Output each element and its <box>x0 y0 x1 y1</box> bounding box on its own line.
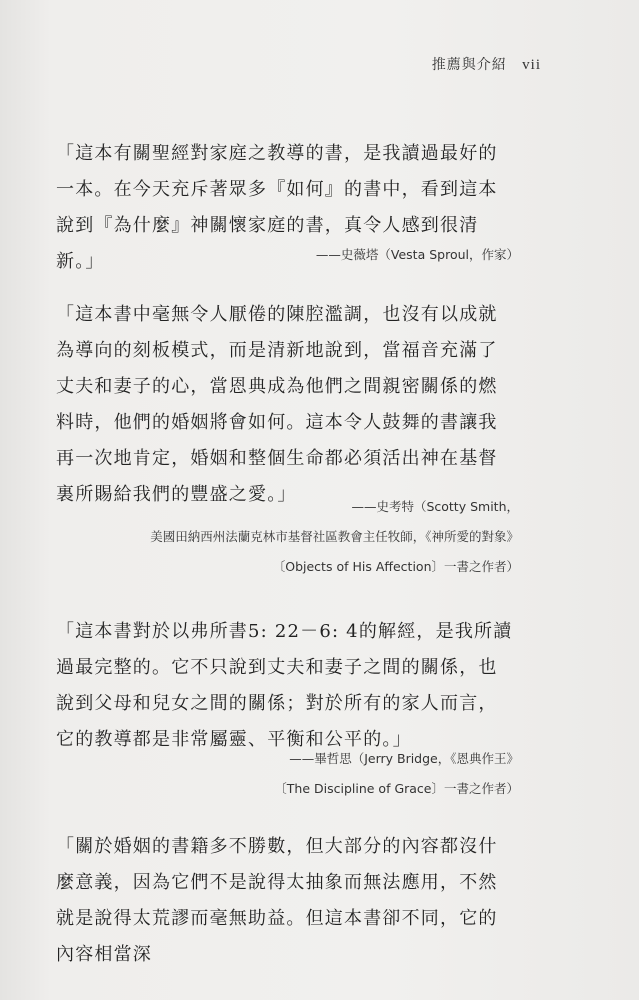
attribution-line: 〔The Discipline of Grace〕一書之作者） <box>274 781 519 796</box>
quote-text: 「這本書中毫無令人厭倦的陳腔濫調，也沒有以成就為導向的刻板模式，而是清新地說到，當福音充滿了丈夫和妻子的心，當恩典成為他們之間親密關係的燃料時，他們的婚姻將會如何。這本令人鼓舞的書讓我再一次地肯定，婚姻和整個生命都必須活出神在基督裏所賜給我們的豐盛之愛。」 <box>56 304 498 505</box>
attribution-line: ——史薇塔（Vesta Sproul，作家） <box>315 247 519 262</box>
quote-2-attribution <box>150 492 519 582</box>
attribution-line: ——畢哲思（Jerry Bridge，《恩典作王》 <box>289 751 519 766</box>
quote-2 <box>56 297 516 513</box>
attribution-line: ——史考特（Scotty Smith， <box>351 499 519 514</box>
quote-text: 「這本有關聖經對家庭之教導的書，是我讀過最好的一本。在今天充斥著眾多『如何』的書中，看到這本說到『為什麼』神關懷家庭的書，真令人感到很清新。」 <box>56 143 498 272</box>
page-number: vii <box>522 57 541 73</box>
running-head <box>432 54 541 74</box>
quote-4 <box>56 829 516 973</box>
quote-3-attribution <box>274 744 519 804</box>
attribution-line: 〔Objects of His Affection〕一書之作者） <box>272 559 519 574</box>
quote-1-attribution <box>316 240 519 270</box>
attribution-line: 美國田納西州法蘭克林市基督社區教會主任牧師，《神所愛的對象》 <box>150 529 519 544</box>
quote-text: 「這本書對於以弗所書5: 22－6: 4的解經，是我所讀過最完整的。它不只說到丈夫和妻子之間的關係，也說到父母和兒女之間的關係；對於所有的家人而言，它的教導都是非常屬靈、平衡和公平的。」 <box>56 621 513 750</box>
quote-3 <box>56 614 516 758</box>
quote-text: 「關於婚姻的書籍多不勝數，但大部分的內容都沒什麼意義，因為它們不是說得太抽象而無法應用，不然就是說得太荒謬而毫無助益。但這本書卻不同，它的內容相當深 <box>56 836 498 965</box>
chapter-title: 推薦與介紹 <box>431 57 507 73</box>
